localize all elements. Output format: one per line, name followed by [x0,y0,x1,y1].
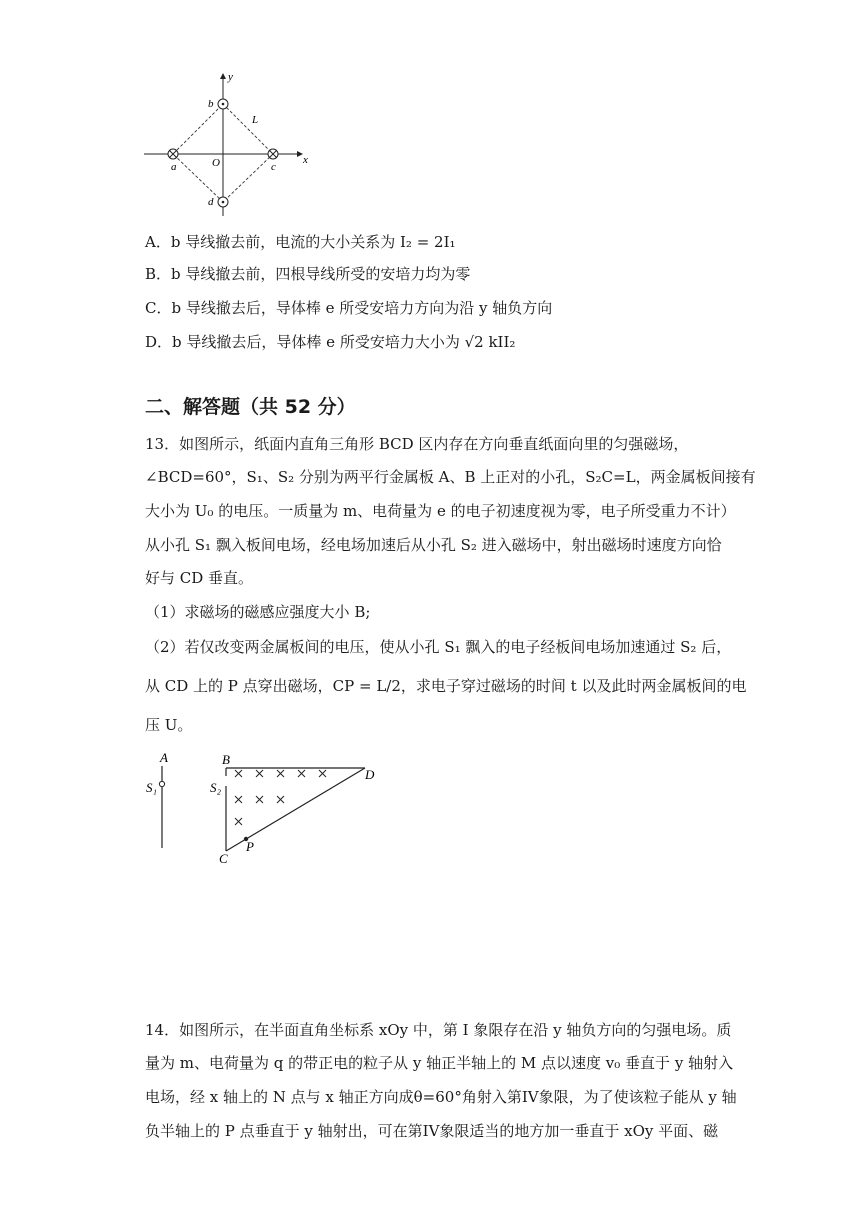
q13-line-5: 好与 CD 垂直。 [145,569,254,587]
q14-line-4: 负半轴上的 P 点垂直于 y 轴射出，可在第IV象限适当的地方加一垂直于 xOy 平面、磁 [145,1122,719,1140]
wire-d-out-of-page-icon [218,197,228,207]
label-B: B [222,752,230,767]
section-title: 二、解答题（共 52 分） [145,396,356,418]
label-D: D [365,767,375,782]
label-L: L [252,114,259,126]
label-c: c [271,161,276,173]
label-P: P [246,839,254,854]
q13-line-8: 从 CD 上的 P 点穿出磁场，CP = L/2，求电子穿过磁场的时间 t 以及此时两金属板间的电 [145,677,747,695]
wire-b-out-of-page-icon [218,99,228,109]
q14-line-1: 14．如图所示，在半面直角坐标系 xOy 中，第 I 象限存在沿 y 轴负方向的匀强电场。质 [145,1021,732,1039]
option-a: A．b 导线撤去前，电流的大小关系为 I₂ = 2I₁ [145,233,456,251]
option-d: D．b 导线撤去后，导体棒 e 所受安培力大小为 √2 kII₂ [145,333,516,351]
q13-line-1: 13．如图所示，纸面内直角三角形 BCD 区内存在方向垂直纸面向里的匀强磁场， [145,435,689,453]
figure-triangle-field [140,748,390,866]
q13-line-9: 压 U。 [145,716,193,734]
label-b: b [208,98,214,110]
option-c: C．b 导线撤去后，导体棒 e 所受安培力方向为沿 y 轴负方向 [145,299,553,317]
label-a: a [171,161,177,173]
label-S2: S₂ [210,780,222,795]
q14-line-3: 电场，经 x 轴上的 N 点与 x 轴正方向成θ=60°角射入第IV象限，为了使该粒子能从 y 轴 [145,1088,737,1106]
option-b: B．b 导线撤去前，四根导线所受的安培力均为零 [145,265,471,283]
wire-a-into-page-icon [168,149,178,159]
q14-line-2: 量为 m、电荷量为 q 的带正电的粒子从 y 轴正半轴上的 M 点以速度 v₀ 垂直于 y 轴射入 [145,1054,734,1072]
q13-line-3: 大小为 U₀ 的电压。一质量为 m、电荷量为 e 的电子初速度视为零，电子所受重力不计） [145,502,736,520]
label-d: d [208,196,214,208]
label-x: x [303,154,308,166]
label-C: C [219,851,228,866]
wire-c-into-page-icon [268,149,278,159]
label-y: y [228,71,233,83]
label-S1: S₁ [146,780,158,795]
magnetic-field-crosses [235,770,326,825]
figure-wire-diagram [140,68,320,218]
q13-line-4: 从小孔 S₁ 飘入板间电场，经电场加速后从小孔 S₂ 进入磁场中，射出磁场时速度方向恰 [145,536,722,554]
label-A: A [160,750,168,765]
q13-line-7: （2）若仅改变两金属板间的电压，使从小孔 S₁ 飘入的电子经板间电场加速通过 S₂ 后， [145,638,732,656]
hole-s1 [159,781,164,786]
q13-line-6: （1）求磁场的磁感应强度大小 B; [145,603,371,621]
q13-line-2: ∠BCD=60°，S₁、S₂ 分别为两平行金属板 A、B 上正对的小孔，S₂C=L，两金属板间接有 [145,468,756,486]
label-O: O [212,157,220,169]
